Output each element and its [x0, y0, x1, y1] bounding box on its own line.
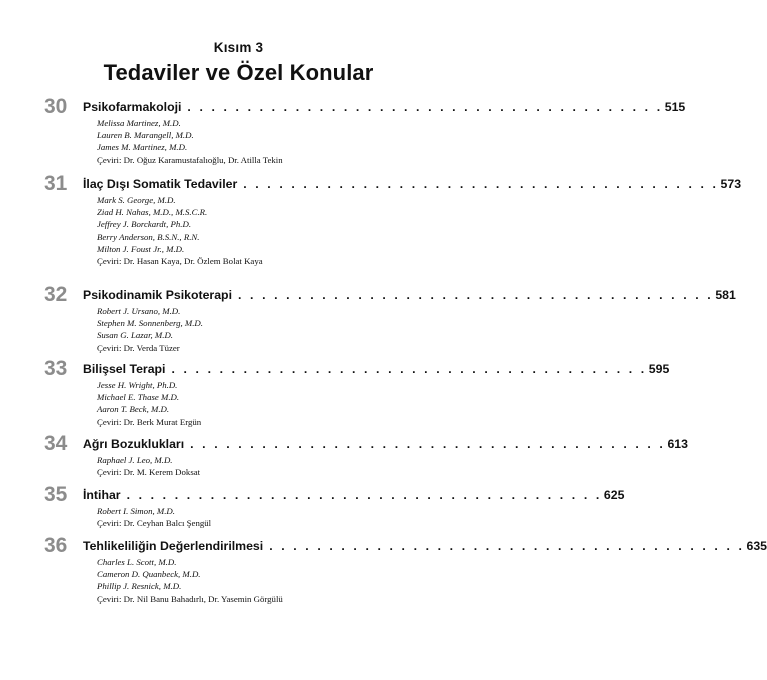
- author-name: Phillip J. Resnick, M.D.: [97, 581, 182, 592]
- author-name: Jesse H. Wright, Ph.D.: [97, 380, 178, 390]
- chapter-title[interactable]: İlaç Dışı Somatik Tedaviler: [83, 177, 238, 191]
- chapter-title-line[interactable]: [83, 361, 670, 377]
- author-name: Milton J. Foust Jr., M.D.: [97, 243, 185, 254]
- chapter-title[interactable]: Psikodinamik Psikoterapi: [83, 288, 232, 302]
- chapter-authors: [97, 505, 437, 529]
- author-name: Berry Anderson, B.S.N., R.N.: [97, 231, 200, 242]
- author-name: Ziad H. Nahas, M.D., M.S.C.R.: [97, 207, 208, 218]
- page-number[interactable]: 595: [648, 362, 670, 376]
- author-name: Robert J. Ursano, M.D.: [97, 306, 181, 316]
- chapter-number: 34: [44, 432, 68, 455]
- page-number[interactable]: 573: [720, 177, 742, 191]
- translator-credit: Çeviri: Dr. Hasan Kaya, Dr. Özlem Bolat Kaya: [97, 256, 263, 267]
- chapter-title[interactable]: İntihar: [83, 488, 121, 502]
- translator-credit: Çeviri: Dr. Berk Murat Ergün: [97, 416, 202, 427]
- chapter-authors: [97, 305, 437, 354]
- dot-leader: . . . . . . . . . . . . . . . . . . . . . . . . . . . . . . . . . . . . . . . .: [269, 539, 745, 553]
- chapter-number: 36: [44, 534, 68, 557]
- chapter-title-line[interactable]: [83, 487, 625, 503]
- chapter-authors: [97, 194, 437, 267]
- page-number[interactable]: 613: [667, 437, 688, 451]
- dot-leader: . . . . . . . . . . . . . . . . . . . . . . . . . . . . . . . . . . . . . . . .: [190, 437, 666, 451]
- chapter-title-line[interactable]: [83, 176, 742, 192]
- dot-leader: . . . . . . . . . . . . . . . . . . . . . . . . . . . . . . . . . . . . . . . .: [187, 100, 663, 114]
- page-number[interactable]: 635: [746, 539, 767, 553]
- page-number[interactable]: 625: [603, 488, 625, 502]
- author-name: Jeffrey J. Borckardt, Ph.D.: [97, 219, 192, 230]
- part-title: Tedaviler ve Özel Konular: [103, 60, 374, 85]
- dot-leader: . . . . . . . . . . . . . . . . . . . . . . . . . . . . . . . . . . . . . . . .: [126, 488, 602, 502]
- translator-credit: Çeviri: Dr. Nil Banu Bahadırlı, Dr. Yasemin Görgülü: [97, 593, 283, 604]
- dot-leader: . . . . . . . . . . . . . . . . . . . . . . . . . . . . . . . . . . . . . . . .: [238, 288, 714, 302]
- chapter-authors: [97, 556, 437, 605]
- chapter-title-line[interactable]: [83, 538, 767, 554]
- dot-leader: . . . . . . . . . . . . . . . . . . . . . . . . . . . . . . . . . . . . . . . .: [243, 177, 719, 191]
- author-name: Melissa Martinez, M.D.: [97, 118, 181, 128]
- author-name: Michael E. Thase M.D.: [97, 392, 180, 403]
- chapter-title[interactable]: Psikofarmakoloji: [83, 100, 182, 114]
- author-name: Stephen M. Sonnenberg, M.D.: [97, 318, 203, 329]
- chapter-authors: [97, 117, 437, 166]
- chapter-title-line[interactable]: [83, 436, 688, 452]
- translator-credit: Çeviri: Dr. M. Kerem Doksat: [97, 467, 201, 478]
- translator-credit: Çeviri: Dr. Oğuz Karamustafalıoğlu, Dr. Atilla Tekin: [97, 154, 283, 165]
- author-name: Mark S. George, M.D.: [97, 195, 176, 205]
- author-name: Robert I. Simon, M.D.: [97, 506, 175, 516]
- chapter-title[interactable]: Ağrı Bozuklukları: [83, 437, 185, 451]
- author-name: Cameron D. Quanbeck, M.D.: [97, 569, 201, 580]
- author-name: Lauren B. Marangell, M.D.: [97, 130, 194, 141]
- chapter-authors: [97, 379, 437, 428]
- chapter-number: 33: [44, 357, 68, 380]
- chapter-number: 35: [44, 483, 68, 506]
- author-name: Charles L. Scott, M.D.: [97, 557, 177, 567]
- chapter-title[interactable]: Bilişsel Terapi: [83, 362, 166, 376]
- author-name: Aaron T. Beck, M.D.: [97, 404, 170, 415]
- chapter-title[interactable]: Tehlikeliliğin Değerlendirilmesi: [83, 539, 264, 553]
- chapter-authors: [97, 454, 437, 478]
- translator-credit: Çeviri: Dr. Ceyhan Balcı Şengül: [97, 518, 212, 529]
- chapter-title-line[interactable]: [83, 287, 736, 303]
- author-name: James M. Martinez, M.D.: [97, 142, 188, 153]
- page-number[interactable]: 515: [664, 100, 686, 114]
- dot-leader: . . . . . . . . . . . . . . . . . . . . . . . . . . . . . . . . . . . . . . . .: [171, 362, 647, 376]
- page-number[interactable]: 581: [715, 288, 736, 302]
- chapter-number: 32: [44, 283, 68, 306]
- author-name: Raphael J. Leo, M.D.: [97, 455, 173, 465]
- chapter-number: 30: [44, 95, 68, 118]
- chapter-title-line[interactable]: [83, 99, 686, 115]
- translator-credit: Çeviri: Dr. Verda Tüzer: [97, 342, 180, 353]
- author-name: Susan G. Lazar, M.D.: [97, 330, 174, 341]
- part-label: Kısım 3: [213, 40, 264, 55]
- chapter-number: 31: [44, 172, 68, 195]
